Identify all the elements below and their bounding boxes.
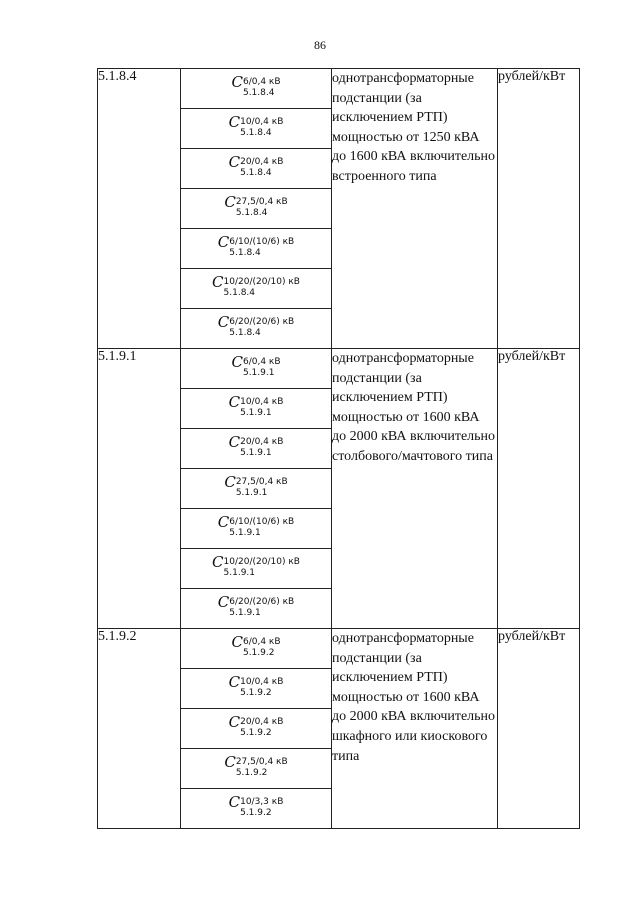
formula-cell	[181, 349, 332, 629]
formula-superscript: 10/20/(20/10) кВ	[223, 557, 300, 567]
row-code: 5.1.9.2	[98, 629, 181, 829]
formula-symbol: C	[231, 73, 243, 91]
tariff-formula	[181, 712, 331, 738]
formula-row	[181, 389, 331, 429]
row-description: однотрансформаторные подстанции (за исключением РТП) мощностью от 1600 кВА до 2000 кВА включительно столбового/мачтового типа	[332, 349, 498, 629]
tariff-formula	[181, 112, 331, 138]
tariff-formula	[181, 512, 331, 538]
formula-symbol: C	[217, 513, 230, 531]
formula-superscript: 6/20/(20/6) кВ	[229, 317, 295, 327]
formula-subscript: 5.1.8.4	[240, 128, 272, 138]
formula-subscript: 5.1.9.1	[242, 368, 275, 378]
tariff-formula	[181, 232, 331, 258]
formula-symbol: C	[228, 673, 241, 691]
formula-indices	[240, 717, 283, 738]
formula-row	[181, 749, 331, 789]
formula-subscript: 5.1.8.4	[235, 208, 268, 218]
tariff-formula	[181, 632, 331, 658]
formula-indices	[236, 757, 288, 778]
formula-subscript: 5.1.8.4	[223, 288, 256, 298]
tariff-formula	[181, 672, 331, 698]
formula-indices	[243, 357, 281, 378]
formula-superscript: 20/0,4 кВ	[240, 717, 284, 727]
formula-symbol: C	[212, 273, 224, 291]
formula-symbol: C	[228, 393, 241, 411]
formula-symbol: C	[231, 633, 243, 651]
formula-superscript: 10/3,3 кВ	[240, 797, 284, 807]
formula-superscript: 6/10/(10/6) кВ	[229, 237, 295, 247]
formula-row	[181, 709, 331, 749]
formula-symbol: C	[217, 233, 230, 251]
formula-subscript: 5.1.9.2	[240, 688, 272, 698]
formula-superscript: 6/0,4 кВ	[242, 77, 281, 87]
formula-subscript: 5.1.9.2	[240, 808, 272, 818]
formula-subscript: 5.1.9.1	[229, 528, 261, 538]
tariff-formula	[181, 472, 331, 498]
formula-indices	[240, 437, 283, 458]
row-unit: рублей/кВт	[498, 349, 580, 629]
formula-subscript: 5.1.9.2	[240, 728, 272, 738]
row-description: однотрансформаторные подстанции (за исключением РТП) мощностью от 1250 кВА до 1600 кВА включительно встроенного типа	[332, 69, 498, 349]
formula-superscript: 27,5/0,4 кВ	[235, 477, 288, 487]
formula-symbol: C	[212, 553, 224, 571]
formula-row	[181, 229, 331, 269]
formula-row	[181, 429, 331, 469]
formula-subscript: 5.1.9.1	[240, 408, 272, 418]
formula-indices	[240, 677, 283, 698]
formula-indices	[229, 597, 294, 618]
row-unit: рублей/кВт	[498, 69, 580, 349]
formula-cell	[181, 69, 332, 349]
tariff-formula	[181, 272, 331, 298]
formula-superscript: 6/20/(20/6) кВ	[229, 597, 295, 607]
formula-indices	[240, 397, 283, 418]
tariff-formula	[181, 552, 331, 578]
formula-symbol: C	[228, 713, 241, 731]
formula-subscript: 5.1.9.1	[229, 608, 261, 618]
formula-indices	[243, 637, 281, 658]
formula-row	[181, 629, 331, 669]
formula-subscript: 5.1.8.4	[229, 328, 261, 338]
formula-superscript: 20/0,4 кВ	[240, 437, 284, 447]
formula-indices	[236, 477, 288, 498]
formula-indices	[240, 797, 283, 818]
tariff-formula	[181, 312, 331, 338]
formula-superscript: 6/0,4 кВ	[242, 637, 281, 647]
formula-symbol: C	[217, 313, 230, 331]
formula-row	[181, 149, 331, 189]
tariff-formula	[181, 72, 331, 98]
row-code: 5.1.9.1	[98, 349, 181, 629]
formula-indices	[229, 237, 294, 258]
formula-subscript: 5.1.8.4	[242, 88, 275, 98]
formula-indices	[240, 117, 283, 138]
table-row	[98, 629, 580, 829]
table-row	[98, 69, 580, 349]
formula-indices	[224, 277, 300, 298]
formula-symbol: C	[224, 473, 236, 491]
formula-superscript: 27,5/0,4 кВ	[235, 197, 288, 207]
formula-indices	[229, 317, 294, 338]
formula-symbol: C	[228, 793, 241, 811]
tariff-formula	[181, 432, 331, 458]
formula-row	[181, 589, 331, 628]
formula-subscript: 5.1.9.1	[223, 568, 256, 578]
formula-row	[181, 469, 331, 509]
row-description: однотрансформаторные подстанции (за исключением РТП) мощностью от 1600 кВА до 2000 кВА включительно шкафного или киоскового типа	[332, 629, 498, 829]
tariff-table-body	[98, 69, 580, 829]
formula-superscript: 6/10/(10/6) кВ	[229, 517, 295, 527]
formula-row	[181, 669, 331, 709]
tariff-formula	[181, 392, 331, 418]
formula-indices	[224, 557, 300, 578]
formula-row	[181, 189, 331, 229]
formula-symbol: C	[224, 753, 236, 771]
table-row	[98, 349, 580, 629]
formula-symbol: C	[217, 593, 230, 611]
formula-superscript: 10/0,4 кВ	[240, 117, 284, 127]
formula-row	[181, 549, 331, 589]
formula-subscript: 5.1.8.4	[229, 248, 261, 258]
formula-symbol: C	[228, 153, 241, 171]
formula-subscript: 5.1.8.4	[240, 168, 272, 178]
tariff-formula	[181, 792, 331, 818]
formula-superscript: 10/0,4 кВ	[240, 677, 284, 687]
formula-indices	[236, 197, 288, 218]
formula-superscript: 27,5/0,4 кВ	[235, 757, 288, 767]
page-number: 86	[314, 38, 326, 52]
tariff-formula	[181, 192, 331, 218]
tariff-formula	[181, 152, 331, 178]
tariff-formula	[181, 592, 331, 618]
row-code: 5.1.8.4	[98, 69, 181, 349]
formula-subscript: 5.1.9.1	[240, 448, 272, 458]
formula-symbol: C	[224, 193, 236, 211]
formula-cell	[181, 629, 332, 829]
formula-row	[181, 269, 331, 309]
formula-indices	[243, 77, 281, 98]
formula-indices	[229, 517, 294, 538]
formula-row	[181, 69, 331, 109]
formula-subscript: 5.1.9.2	[235, 768, 268, 778]
formula-row	[181, 109, 331, 149]
formula-row	[181, 349, 331, 389]
formula-row	[181, 789, 331, 828]
formula-superscript: 10/20/(20/10) кВ	[223, 277, 300, 287]
formula-symbol: C	[228, 113, 241, 131]
formula-symbol: C	[231, 353, 243, 371]
formula-row	[181, 309, 331, 348]
formula-superscript: 10/0,4 кВ	[240, 397, 284, 407]
formula-indices	[240, 157, 283, 178]
formula-superscript: 6/0,4 кВ	[242, 357, 281, 367]
formula-superscript: 20/0,4 кВ	[240, 157, 284, 167]
tariff-formula	[181, 752, 331, 778]
tariff-formula	[181, 352, 331, 378]
formula-subscript: 5.1.9.1	[235, 488, 268, 498]
formula-subscript: 5.1.9.2	[242, 648, 275, 658]
formula-row	[181, 509, 331, 549]
tariff-table	[97, 68, 580, 829]
formula-symbol: C	[228, 433, 241, 451]
row-unit: рублей/кВт	[498, 629, 580, 829]
